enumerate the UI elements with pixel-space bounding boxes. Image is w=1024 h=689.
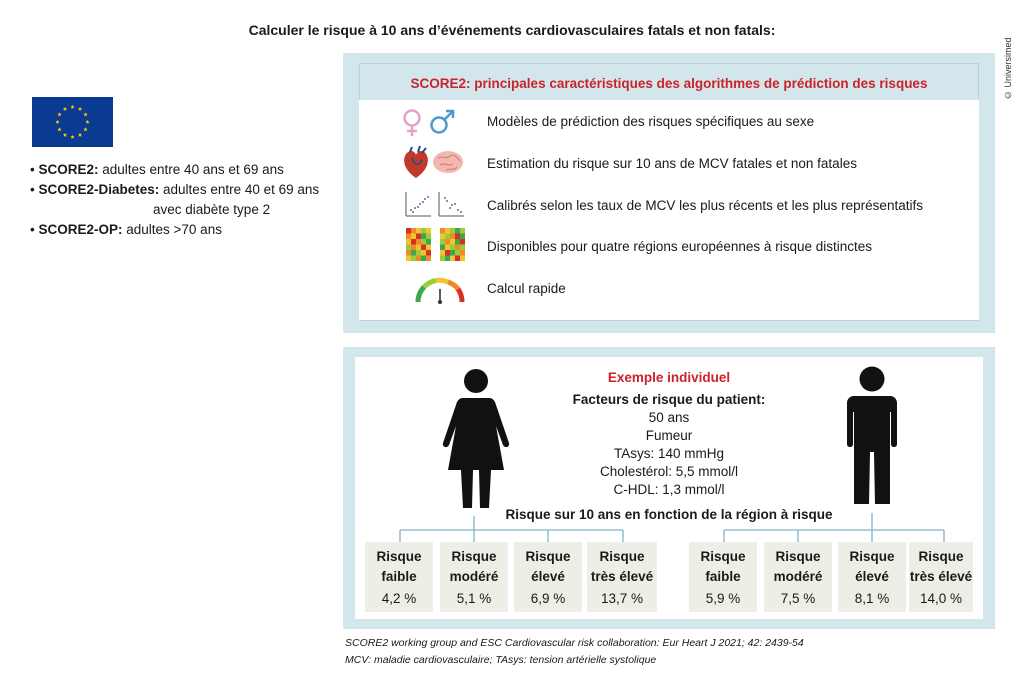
heatmap-cell <box>440 234 445 240</box>
risk-factor: C-HDL: 1,3 mmol/l <box>613 482 725 497</box>
heart-brain-icon <box>400 146 464 180</box>
eu-star <box>78 133 82 137</box>
heatmap-cell <box>416 228 421 234</box>
heatmap-cell <box>450 239 455 245</box>
heatmap-cell <box>460 234 465 240</box>
risk-value: 8,1 % <box>854 591 890 606</box>
heatmap-cell <box>406 245 411 251</box>
risk-value: 7,5 % <box>780 591 816 606</box>
heatmap-cell <box>416 245 421 251</box>
male-risk-moderate: Risque modéré 7,5 % <box>764 542 832 612</box>
heatmap-cell <box>460 239 465 245</box>
heatmap-cell <box>445 234 450 240</box>
heatmap-cell <box>421 256 426 262</box>
male-risk-very-high: Risque très élevé 14,0 % <box>909 542 973 612</box>
heatmap-cell <box>406 228 411 234</box>
heatmap-cell <box>450 250 455 256</box>
heatmap-cell <box>406 256 411 262</box>
eu-star <box>78 107 82 111</box>
list-item-continuation: avec diabète type 2 <box>153 202 271 217</box>
risk-value: 6,9 % <box>530 591 566 606</box>
risk-factor: TAsys: 140 mmHg <box>613 446 725 461</box>
footnote-reference: SCORE2 working group and ESC Cardiovascular risk collaboration: Eur Heart J 2021; 42: 2439-54 <box>345 637 804 649</box>
heatmap-cell <box>421 228 426 234</box>
list-item: • SCORE2-Diabetes: adultes entre 40 et 69 ans <box>30 182 320 197</box>
female-risk-moderate: Risque modéré 5,1 % <box>440 542 508 612</box>
risk-heatmap-icon <box>406 228 470 262</box>
score2-variants-list <box>30 160 319 240</box>
risk-factors-title: Facteurs de risque du patient: <box>572 392 766 407</box>
heatmap-cell <box>426 234 431 240</box>
feature-text: Estimation du risque sur 10 ans de MCV fatales et non fatales <box>487 156 857 171</box>
heatmap-cell <box>411 250 416 256</box>
heatmap-cell <box>411 256 416 262</box>
heatmap-cell <box>445 256 450 262</box>
heatmap-cell <box>416 250 421 256</box>
eu-star <box>83 127 87 131</box>
heatmap-cell <box>460 228 465 234</box>
eu-star <box>85 120 89 124</box>
heatmap-cell <box>445 239 450 245</box>
heatmap-cell <box>455 250 460 256</box>
risk-value: 5,1 % <box>456 591 492 606</box>
heatmap-cell <box>421 239 426 245</box>
eu-star <box>83 112 87 116</box>
heatmap-cell <box>460 245 465 251</box>
risk-factor: Cholestérol: 5,5 mmol/l <box>599 464 739 479</box>
heatmap-cell <box>411 234 416 240</box>
eu-star <box>63 133 67 137</box>
feature-text: Disponibles pour quatre régions européennes à risque distinctes <box>487 239 872 254</box>
male-risk-high: Risque élevé 8,1 % <box>838 542 906 612</box>
list-item: • SCORE2: adultes entre 40 ans et 69 ans <box>30 162 284 177</box>
risk-factor: Fumeur <box>645 428 693 443</box>
footnote-abbreviations: MCV: maladie cardiovasculaire; TAsys: tension artérielle systolique <box>345 654 657 666</box>
heatmap-cell <box>460 250 465 256</box>
heatmap-cell <box>416 256 421 262</box>
heatmap-cell <box>426 256 431 262</box>
heatmap-cell <box>426 245 431 251</box>
scatter-plot-icon <box>403 190 467 220</box>
risk-value: 5,9 % <box>705 591 741 606</box>
heatmap-cell <box>426 239 431 245</box>
heatmap-cell <box>455 245 460 251</box>
eu-star <box>57 112 61 116</box>
heatmap-cell <box>416 239 421 245</box>
heatmap-cell <box>406 234 411 240</box>
heatmap-cell <box>450 245 455 251</box>
heatmap-cell <box>426 250 431 256</box>
heatmap-cell <box>416 234 421 240</box>
heatmap-cell <box>421 245 426 251</box>
heatmap-cell <box>445 250 450 256</box>
heatmap-cell <box>440 228 445 234</box>
copyright-credit: © Universimed <box>1003 37 1013 100</box>
heatmap-cell <box>440 256 445 262</box>
heatmap-cell <box>406 250 411 256</box>
heatmap-cell <box>460 256 465 262</box>
heatmap-cell <box>411 228 416 234</box>
heatmap-cell <box>450 256 455 262</box>
list-item: • SCORE2-OP: adultes >70 ans <box>30 222 222 237</box>
heatmap-cell <box>411 245 416 251</box>
eu-star <box>63 107 67 111</box>
female-risk-high: Risque élevé 6,9 % <box>514 542 582 612</box>
speedometer-gauge-icon <box>414 275 468 305</box>
heatmap-cell <box>440 245 445 251</box>
feature-text: Calcul rapide <box>487 281 566 296</box>
eu-flag-icon <box>32 97 113 147</box>
risk-value: 14,0 % <box>919 591 963 606</box>
heatmap-cell <box>440 239 445 245</box>
eu-star <box>70 135 74 139</box>
heatmap-cell <box>421 250 426 256</box>
heatmap-cell <box>450 228 455 234</box>
heatmap-cell <box>455 239 460 245</box>
heatmap-cell <box>455 228 460 234</box>
heatmap-cell <box>426 228 431 234</box>
features-panel-title: SCORE2: principales caractéristiques des algorithmes de prédiction des risques <box>410 76 928 91</box>
risk-factor: 50 ans <box>648 410 690 425</box>
example-title: Exemple individuel <box>607 370 731 385</box>
heatmap-cell <box>421 234 426 240</box>
eu-star <box>57 127 61 131</box>
page-title: Calculer le risque à 10 ans d’événements cardiovasculaires fatals et non fatals: <box>248 22 776 38</box>
heatmap-cell <box>455 234 460 240</box>
male-risk-low: Risque faible 5,9 % <box>689 542 757 612</box>
risk-by-region-title: Risque sur 10 ans en fonction de la région à risque <box>505 507 833 522</box>
risk-value: 13,7 % <box>600 591 644 606</box>
feature-text: Calibrés selon les taux de MCV les plus récents et les plus représentatifs <box>487 198 923 213</box>
eu-star <box>70 105 74 109</box>
gender-symbols-icon <box>400 108 460 138</box>
female-risk-low: Risque faible 4,2 % <box>365 542 433 612</box>
heatmap-cell <box>406 239 411 245</box>
heatmap-cell <box>445 228 450 234</box>
risk-value: 4,2 % <box>381 591 417 606</box>
heatmap-cell <box>455 256 460 262</box>
heatmap-cell <box>450 234 455 240</box>
heatmap-cell <box>440 250 445 256</box>
footnote <box>345 635 804 669</box>
heatmap-cell <box>445 245 450 251</box>
heatmap-cell <box>411 239 416 245</box>
eu-star <box>55 120 59 124</box>
feature-text: Modèles de prédiction des risques spécifiques au sexe <box>487 114 815 129</box>
female-risk-very-high: Risque très élevé 13,7 % <box>587 542 657 612</box>
